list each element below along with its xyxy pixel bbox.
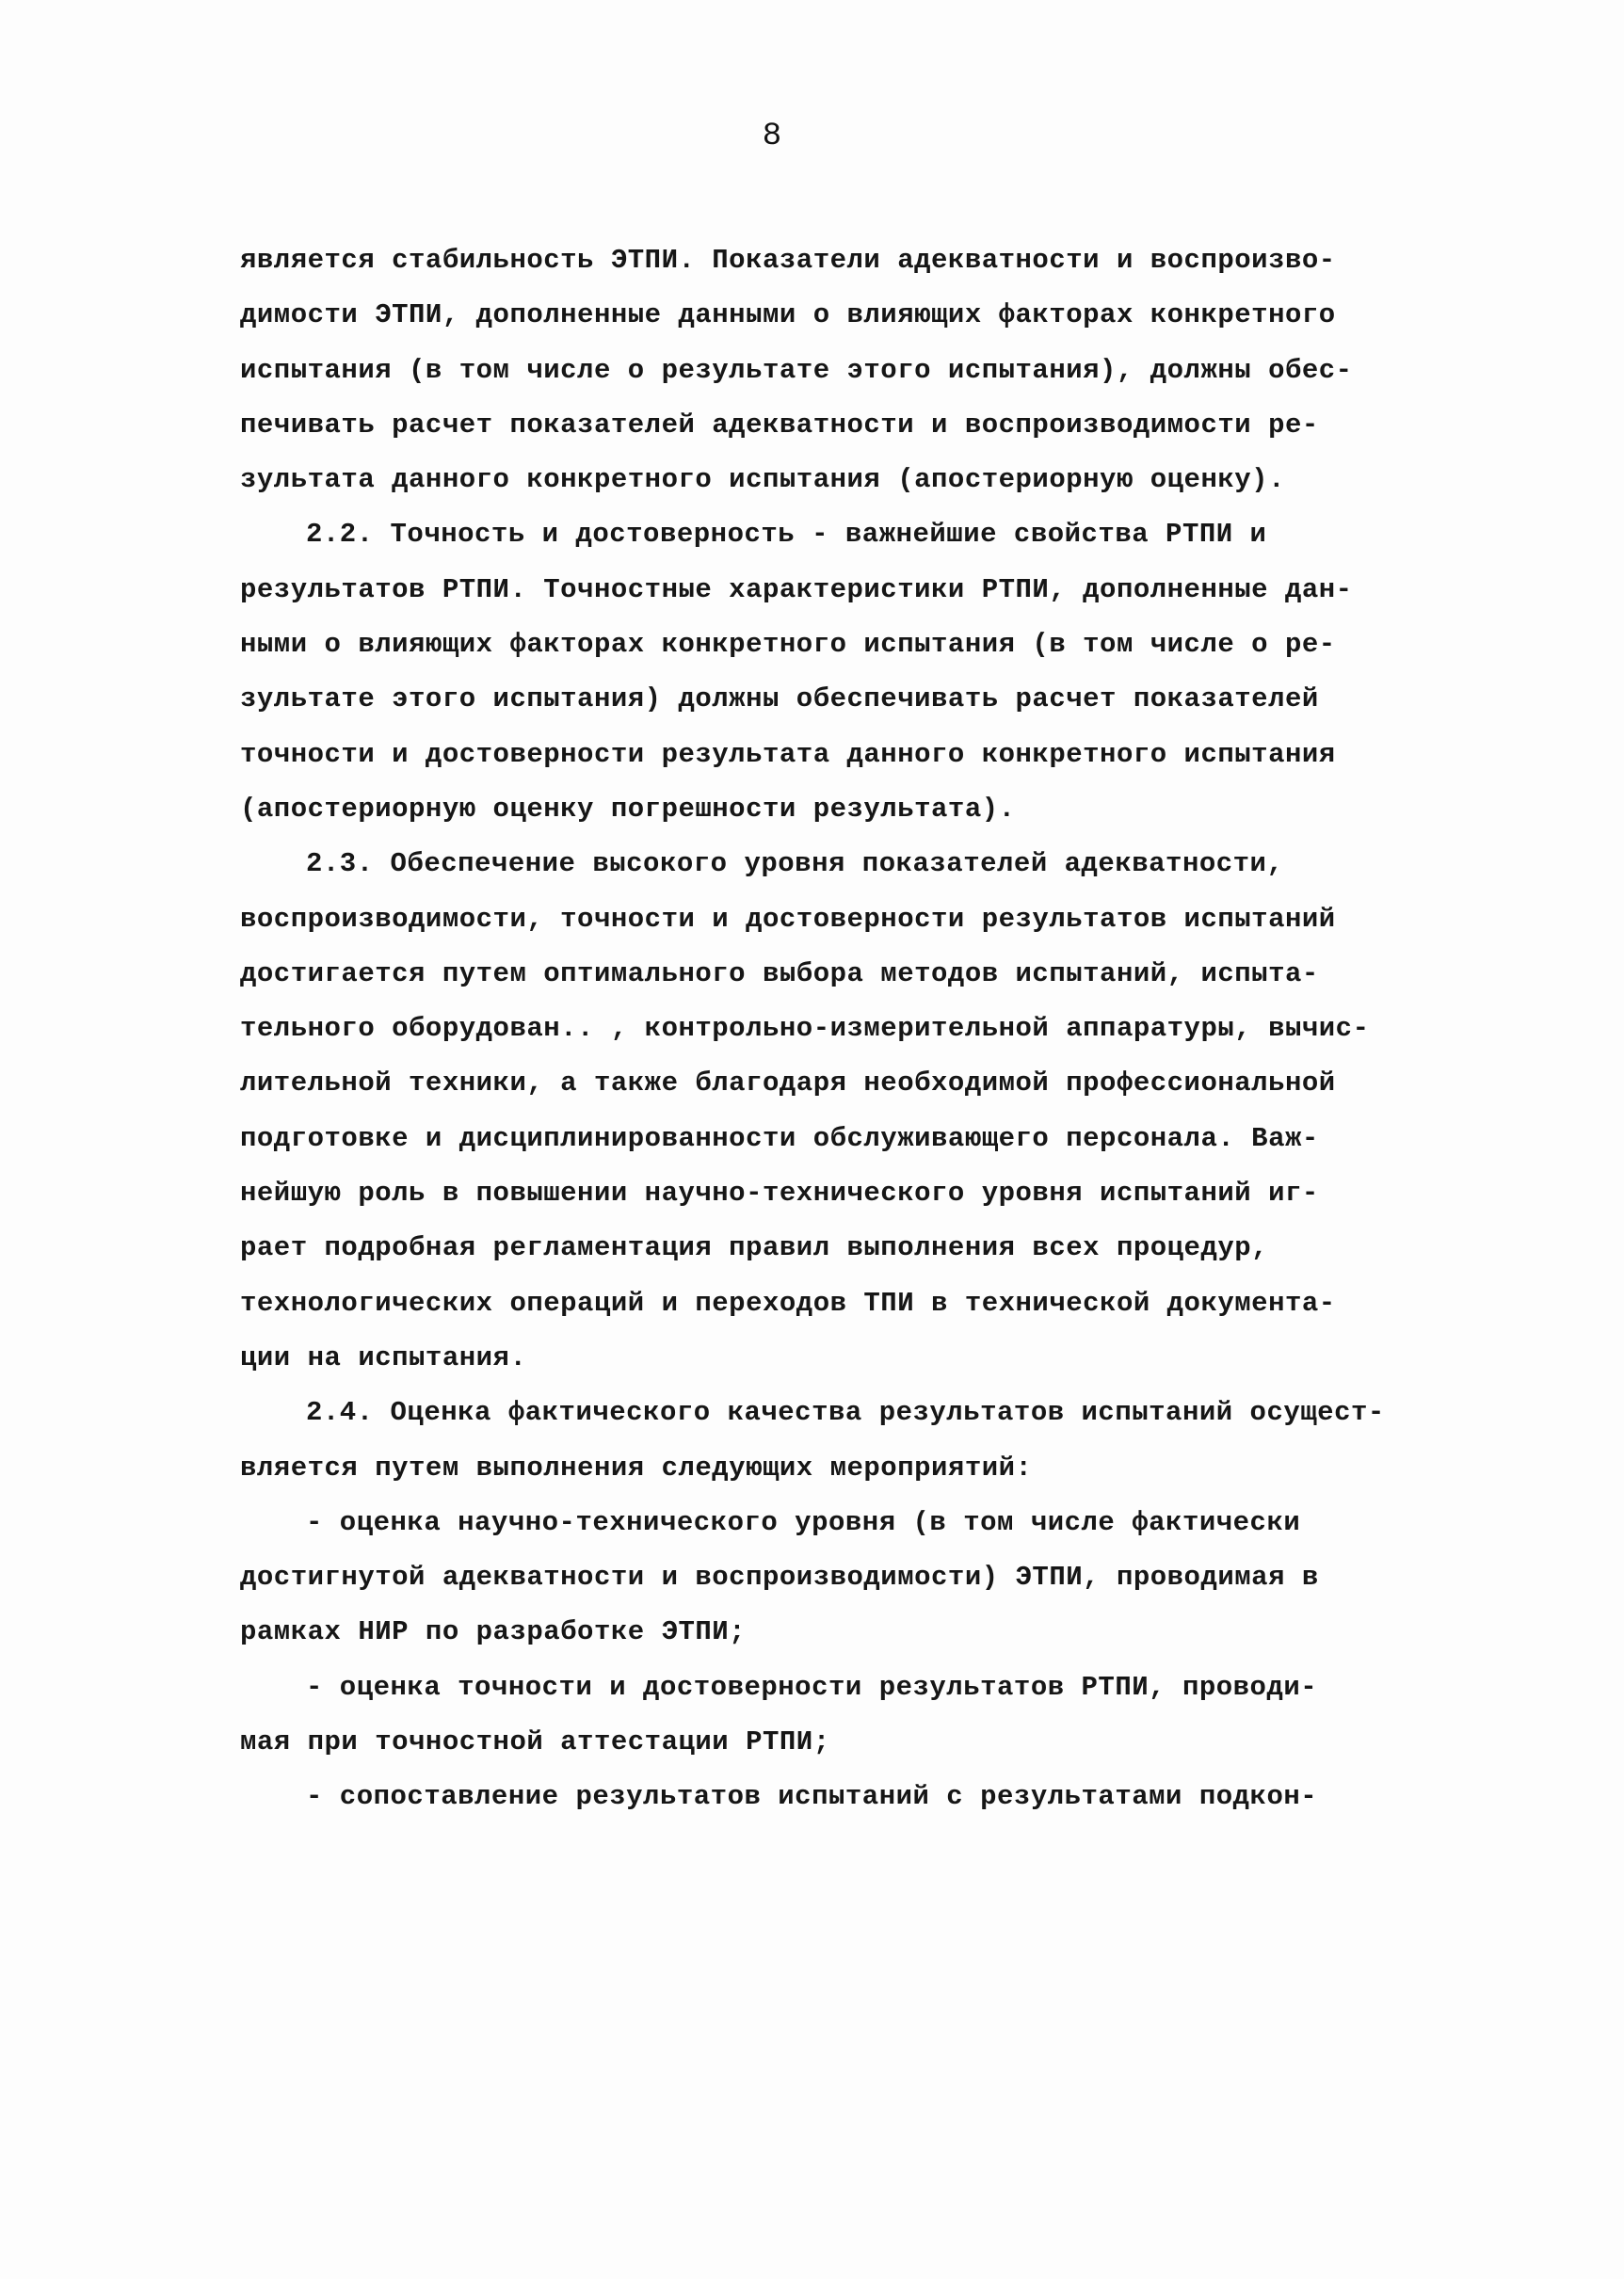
text-line: является стабильность ЭТПИ. Показатели адекватности и воспроизво-	[240, 245, 1336, 276]
paragraph-heading-2-2: 2.2. Точность и достоверность - важнейшие свойства РТПИ и	[306, 519, 1267, 551]
text-line: мая при точностной аттестации РТПИ;	[240, 1726, 830, 1758]
text-line: воспроизводимости, точности и достоверности результатов испытаний	[240, 903, 1336, 935]
text-line: зультате этого испытания) должны обеспечивать расчет показателей	[240, 683, 1319, 715]
text-line: испытания (в том числе о результате этого испытания), должны обес-	[240, 354, 1353, 386]
text-line: подготовке и дисциплинированности обслуживающего персонала. Важ-	[240, 1122, 1319, 1154]
body-text	[240, 233, 1483, 1825]
list-item-line: - сопоставление результатов испытаний с результатами подкон-	[306, 1781, 1318, 1813]
text-line: технологических операций и переходов ТПИ в технической документа-	[240, 1287, 1336, 1319]
text-line: достигается путем оптимального выбора методов испытаний, испыта-	[240, 957, 1319, 989]
text-line: димости ЭТПИ, дополненные данными о влияющих факторах конкретного	[240, 299, 1336, 331]
text-line: (апостериорную оценку погрешности результата).	[240, 793, 1016, 825]
text-line: рамках НИР по разработке ЭТПИ;	[240, 1616, 747, 1648]
list-item-line: - оценка точности и достоверности результатов РТПИ, проводи-	[306, 1671, 1318, 1703]
text-line: точности и достоверности результата данного конкретного испытания	[240, 738, 1336, 770]
list-item-line: - оценка научно-технического уровня (в том числе фактически	[306, 1506, 1301, 1538]
text-line: рает подробная регламентация правил выполнения всех процедур,	[240, 1232, 1269, 1264]
page-number: 8	[762, 119, 782, 154]
text-line: вляется путем выполнения следующих мероприятий:	[240, 1452, 1033, 1484]
text-line: достигнутой адекватности и воспроизводимости) ЭТПИ, проводимая в	[240, 1562, 1319, 1594]
text-line: ными о влияющих факторах конкретного испытания (в том числе о ре-	[240, 629, 1336, 661]
text-line: печивать расчет показателей адекватности и воспроизводимости ре-	[240, 409, 1319, 441]
paragraph-heading-2-3: 2.3. Обеспечение высокого уровня показателей адекватности,	[306, 848, 1284, 880]
paragraph-heading-2-4: 2.4. Оценка фактического качества результатов испытаний осущест-	[306, 1397, 1385, 1429]
text-line: зультата данного конкретного испытания (апостериорную оценку).	[240, 464, 1285, 496]
text-line: ции на испытания.	[240, 1341, 527, 1373]
text-line: тельного оборудован.. , контрольно-измерительной аппаратуры, вычис-	[240, 1013, 1370, 1045]
text-line: лительной техники, а также благодаря необходимой профессиональной	[240, 1067, 1336, 1099]
text-line: нейшую роль в повышении научно-технического уровня испытаний иг-	[240, 1178, 1319, 1210]
text-line: результатов РТПИ. Точностные характеристики РТПИ, дополненные дан-	[240, 573, 1353, 605]
